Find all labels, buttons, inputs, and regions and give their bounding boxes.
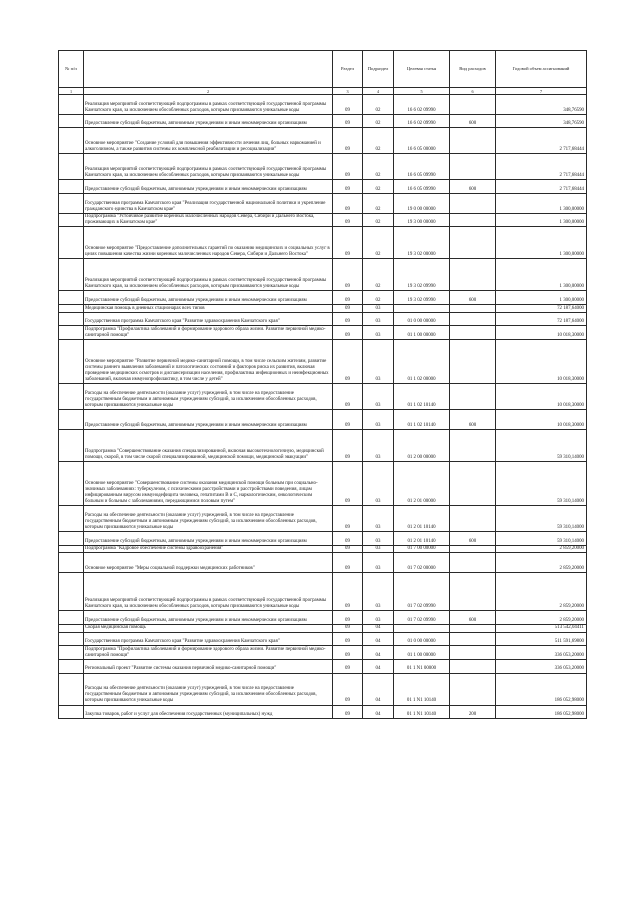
- row-number: [59, 461, 84, 505]
- row-number: [59, 340, 84, 384]
- row-expense-type: [450, 553, 496, 573]
- row-podrazdel: 02: [363, 213, 394, 227]
- row-razdel: 09: [333, 340, 363, 384]
- row-name: Реализация мероприятий соответствующей подпрограммы в рамках соответствующей государственной программы Камчатского края, за исключением обособленных расходов, которым присваиваются уникальные коды: [84, 154, 333, 180]
- row-podrazdel: 04: [363, 624, 394, 632]
- row-amount: 348,76590: [496, 114, 587, 128]
- table-row: [59, 611, 587, 625]
- row-name: Предоставление субсидий бюджетным, автономным учреждениям и иным некоммерческим организациям: [84, 114, 333, 128]
- row-target-article: 01 2 00 00000: [394, 429, 450, 461]
- row-expense-type: [450, 305, 496, 313]
- table-row: [59, 632, 587, 646]
- table-row: [59, 506, 587, 532]
- row-name: Расходы на обеспечение деятельности (оказание услуг) учреждений, в том числе на предоставление государственным бюджетным и автономным учреждениям субсидий, за исключением обособленных расходов, которым присваиваются уникальные коды: [84, 673, 333, 705]
- row-razdel: 09: [333, 384, 363, 410]
- table-row: [59, 384, 587, 410]
- table-row: [59, 429, 587, 461]
- row-target-article: 19 3 02 00000: [394, 227, 450, 259]
- row-target-article: 01 2 01 00000: [394, 461, 450, 505]
- row-name: Подпрограмма "Устойчивое развитие коренных малочисленных народов Севера, Сибири и Дальнего Востока, проживающих в Камчатском крае": [84, 213, 333, 227]
- row-name: Основное мероприятие "Предоставление дополнительных гарантий по оказанию медицинских и социальных услуг в целях повышения качества жизни коренных малочисленных народов Севера, Сибири и Дальнего Востока": [84, 227, 333, 259]
- row-amount: 59 310,14000: [496, 461, 587, 505]
- row-amount: 10 018,30000: [496, 326, 587, 340]
- row-expense-type: [450, 624, 496, 632]
- row-target-article: 16 6 05 09990: [394, 154, 450, 180]
- row-expense-type: [450, 632, 496, 646]
- row-expense-type: [450, 213, 496, 227]
- row-amount: 1 300,00000: [496, 227, 587, 259]
- row-target-article: 01 7 00 00000: [394, 545, 450, 553]
- header-index-4: 4: [363, 88, 394, 95]
- table-row: [59, 532, 587, 546]
- row-amount: 1 300,00000: [496, 193, 587, 213]
- row-amount: 2 717,68444: [496, 154, 587, 180]
- row-expense-type: 600: [450, 114, 496, 128]
- row-razdel: 09: [333, 461, 363, 505]
- row-razdel: 09: [333, 227, 363, 259]
- row-expense-type: [450, 506, 496, 532]
- table-row: [59, 673, 587, 705]
- row-razdel: 09: [333, 545, 363, 553]
- row-podrazdel: 02: [363, 95, 394, 115]
- row-name: Подпрограмма "Профилактика заболеваний и формирование здорового образа жизни. Развитие первичной медико-санитарной помощи": [84, 326, 333, 340]
- row-name: Реализация мероприятий соответствующей подпрограммы в рамках соответствующей государственной программы Камчатского края, за исключением обособленных расходов, которым присваиваются уникальные коды: [84, 95, 333, 115]
- row-expense-type: [450, 193, 496, 213]
- row-number: [59, 180, 84, 194]
- row-expense-type: [450, 646, 496, 660]
- row-target-article: 01 0 00 00000: [394, 632, 450, 646]
- row-amount: 2 717,68444: [496, 180, 587, 194]
- row-podrazdel: 02: [363, 291, 394, 305]
- row-target-article: 01 1 N1 10140: [394, 705, 450, 719]
- table-row: [59, 227, 587, 259]
- table-row: [59, 154, 587, 180]
- row-number: [59, 95, 84, 115]
- table-row: [59, 545, 587, 553]
- row-expense-type: [450, 227, 496, 259]
- row-amount: 2 859,20000: [496, 553, 587, 573]
- row-expense-type: [450, 659, 496, 673]
- header-number: № п/п: [59, 51, 84, 88]
- row-podrazdel: 03: [363, 429, 394, 461]
- row-razdel: 09: [333, 114, 363, 128]
- row-name: Основное мероприятие "Развитие первичной медико-санитарной помощи, в том числе сельским жителям, развитие системы раннего выявления заболеваний и патологических состояний и факторов риска их развития, включая проведение медицинских осмотров и диспансеризации населения, профилактика инфекционных и неинфекционных заболеваний, включая иммунопрофилактику, в том числе у детей": [84, 340, 333, 384]
- row-amount: 10 018,30000: [496, 340, 587, 384]
- row-name: Основное мероприятие "Совершенствование системы оказания медицинской помощи больным при социально-значимых заболеваниях: туберкулезом, с психическими расстройствами и расстройствами поведения, лицам инфицированным вирусом иммунодефицита человека, гепатитами В и С, наркологическим, онкологическим больным и больным с заболеваниями, передающимися половым путем": [84, 461, 333, 505]
- row-number: [59, 291, 84, 305]
- row-razdel: 09: [333, 95, 363, 115]
- row-amount: 348,76590: [496, 95, 587, 115]
- row-amount: 186 052,98000: [496, 705, 587, 719]
- row-amount: 1 300,00000: [496, 291, 587, 305]
- row-podrazdel: 03: [363, 532, 394, 546]
- row-podrazdel: 03: [363, 461, 394, 505]
- row-expense-type: [450, 154, 496, 180]
- row-podrazdel: 02: [363, 128, 394, 154]
- row-target-article: 16 6 02 09990: [394, 114, 450, 128]
- row-name: Государственная программа Камчатского края "Реализация государственной национальной политики и укрепление гражданского единства в Камчатском крае": [84, 193, 333, 213]
- row-podrazdel: 03: [363, 340, 394, 384]
- row-razdel: 09: [333, 673, 363, 705]
- row-number: [59, 114, 84, 128]
- row-number: [59, 213, 84, 227]
- header-target-article: Целевая статья: [394, 51, 450, 88]
- row-number: [59, 429, 84, 461]
- header-expense-type: Вид расходов: [450, 51, 496, 88]
- row-expense-type: 200: [450, 705, 496, 719]
- row-expense-type: 600: [450, 611, 496, 625]
- row-podrazdel: 02: [363, 180, 394, 194]
- row-razdel: 09: [333, 532, 363, 546]
- row-razdel: 09: [333, 553, 363, 573]
- table-row: [59, 259, 587, 291]
- row-number: [59, 659, 84, 673]
- row-name: Скорая медицинская помощь: [84, 624, 333, 632]
- row-name: Основное мероприятие "Создание условий для повышения эффективности лечения лиц, больных наркоманией и алкоголизмом, а также развития системы их комплексной реабилитации и ресоциализации": [84, 128, 333, 154]
- row-razdel: 09: [333, 213, 363, 227]
- row-number: [59, 545, 84, 553]
- row-razdel: 09: [333, 573, 363, 611]
- row-expense-type: [450, 128, 496, 154]
- row-razdel: 09: [333, 128, 363, 154]
- row-expense-type: [450, 673, 496, 705]
- table-row: [59, 573, 587, 611]
- row-amount: 511 591,69800: [496, 632, 587, 646]
- budget-appropriations-table: [58, 50, 587, 719]
- row-expense-type: [450, 429, 496, 461]
- row-name: Предоставление субсидий бюджетным, автономным учреждениям и иным некоммерческим организациям: [84, 611, 333, 625]
- row-razdel: 09: [333, 305, 363, 313]
- row-number: [59, 193, 84, 213]
- row-target-article: 19 3 02 09990: [394, 259, 450, 291]
- row-target-article: 01 1 02 10140: [394, 410, 450, 430]
- row-name: Подпрограмма "Совершенствование оказания специализированной, включая высокотехнологичную, медицинской помощи, скорой, в том числе скорой специализированной, медицинской помощи, медицинской эвакуации": [84, 429, 333, 461]
- row-razdel: 09: [333, 291, 363, 305]
- row-target-article: 01 2 01 10140: [394, 532, 450, 546]
- row-expense-type: [450, 340, 496, 384]
- header-index-3: 3: [333, 88, 363, 95]
- table-row: [59, 114, 587, 128]
- row-target-article: [394, 305, 450, 313]
- row-name: Государственная программа Камчатского края "Развитие здравоохранения Камчатского края": [84, 312, 333, 326]
- row-podrazdel: 02: [363, 114, 394, 128]
- row-target-article: 16 6 02 09990: [394, 95, 450, 115]
- row-number: [59, 553, 84, 573]
- row-number: [59, 611, 84, 625]
- row-amount: 2 859,20000: [496, 545, 587, 553]
- row-number: [59, 673, 84, 705]
- table-row: [59, 340, 587, 384]
- row-number: [59, 632, 84, 646]
- row-razdel: 09: [333, 659, 363, 673]
- row-podrazdel: 03: [363, 312, 394, 326]
- table-row: [59, 659, 587, 673]
- row-expense-type: [450, 95, 496, 115]
- header-razdel: Раздел: [333, 51, 363, 88]
- row-podrazdel: 02: [363, 259, 394, 291]
- header-index-6: 6: [450, 88, 496, 95]
- table-row: [59, 553, 587, 573]
- row-podrazdel: 02: [363, 193, 394, 213]
- row-podrazdel: 03: [363, 384, 394, 410]
- row-razdel: 09: [333, 705, 363, 719]
- row-podrazdel: 03: [363, 506, 394, 532]
- header-annual-amount: Годовой объем ассигнований: [496, 51, 587, 88]
- row-podrazdel: 03: [363, 553, 394, 573]
- row-number: [59, 326, 84, 340]
- row-target-article: 01 1 00 00000: [394, 326, 450, 340]
- row-podrazdel: 02: [363, 154, 394, 180]
- row-target-article: [394, 624, 450, 632]
- row-amount: 336 053,20000: [496, 659, 587, 673]
- table-row: [59, 461, 587, 505]
- row-target-article: 01 0 00 00000: [394, 312, 450, 326]
- row-podrazdel: 04: [363, 673, 394, 705]
- row-target-article: 16 6 05 09990: [394, 180, 450, 194]
- row-podrazdel: 03: [363, 573, 394, 611]
- row-amount: 513 542,04411: [496, 624, 587, 632]
- header-index-7: 7: [496, 88, 587, 95]
- row-number: [59, 384, 84, 410]
- row-target-article: 01 7 02 09990: [394, 573, 450, 611]
- table-body: [59, 95, 587, 719]
- row-number: [59, 646, 84, 660]
- row-expense-type: [450, 326, 496, 340]
- table-row: [59, 291, 587, 305]
- row-name: Предоставление субсидий бюджетным, автономным учреждениям и иным некоммерческим организациям: [84, 291, 333, 305]
- row-razdel: 09: [333, 193, 363, 213]
- row-target-article: 19 3 00 00000: [394, 213, 450, 227]
- budget-table-page: [58, 50, 586, 719]
- row-target-article: 01 1 N1 10140: [394, 673, 450, 705]
- row-podrazdel: 03: [363, 326, 394, 340]
- row-name: Подпрограмма "Кадровое обеспечение системы здравоохранения": [84, 545, 333, 553]
- row-target-article: 16 6 05 00000: [394, 128, 450, 154]
- header-index-1: 1: [59, 88, 84, 95]
- row-podrazdel: 03: [363, 611, 394, 625]
- header-index-2: 2: [84, 88, 333, 95]
- row-razdel: 09: [333, 410, 363, 430]
- row-number: [59, 532, 84, 546]
- row-razdel: 09: [333, 506, 363, 532]
- row-number: [59, 312, 84, 326]
- row-target-article: 01 1 00 00000: [394, 646, 450, 660]
- row-target-article: 01 1 02 00000: [394, 340, 450, 384]
- row-number: [59, 573, 84, 611]
- row-amount: 186 052,98000: [496, 673, 587, 705]
- row-podrazdel: 02: [363, 227, 394, 259]
- header-podrazdel: Подраздел: [363, 51, 394, 88]
- row-expense-type: [450, 384, 496, 410]
- row-target-article: 01 1 N1 00000: [394, 659, 450, 673]
- row-expense-type: [450, 461, 496, 505]
- row-number: [59, 705, 84, 719]
- row-amount: 2 717,68444: [496, 128, 587, 154]
- table-row: [59, 128, 587, 154]
- row-razdel: 09: [333, 312, 363, 326]
- row-name: Предоставление субсидий бюджетным, автономным учреждениям и иным некоммерческим организациям: [84, 410, 333, 430]
- row-name: Расходы на обеспечение деятельности (оказание услуг) учреждений, в том числе на предоставление государственным бюджетным и автономным учреждениям субсидий, за исключением обособленных расходов, которым присваиваются уникальные коды: [84, 506, 333, 532]
- row-number: [59, 154, 84, 180]
- row-amount: 59 310,14000: [496, 532, 587, 546]
- row-number: [59, 259, 84, 291]
- table-row: [59, 95, 587, 115]
- row-amount: 1 300,00000: [496, 213, 587, 227]
- row-razdel: 09: [333, 154, 363, 180]
- row-amount: 1 300,00000: [496, 259, 587, 291]
- row-target-article: 01 7 02 09990: [394, 611, 450, 625]
- row-amount: 10 018,30000: [496, 384, 587, 410]
- header-name: [84, 51, 333, 88]
- row-expense-type: [450, 545, 496, 553]
- row-razdel: 09: [333, 632, 363, 646]
- table-row: [59, 213, 587, 227]
- row-target-article: 01 2 01 10140: [394, 506, 450, 532]
- row-number: [59, 128, 84, 154]
- row-podrazdel: 04: [363, 632, 394, 646]
- row-amount: 336 053,20000: [496, 646, 587, 660]
- row-podrazdel: 04: [363, 646, 394, 660]
- row-name: Расходы на обеспечение деятельности (оказание услуг) учреждений, в том числе на предоставление государственным бюджетным и автономным учреждениям субсидий, за исключением обособленных расходов, которым присваиваются уникальные коды: [84, 384, 333, 410]
- row-amount: 2 859,20000: [496, 611, 587, 625]
- row-razdel: 09: [333, 259, 363, 291]
- row-number: [59, 624, 84, 632]
- row-target-article: 01 1 02 10140: [394, 384, 450, 410]
- row-name: Подпрограмма "Профилактика заболеваний и формирование здорового образа жизни. Развитие первичной медико-санитарной помощи": [84, 646, 333, 660]
- row-number: [59, 506, 84, 532]
- row-number: [59, 305, 84, 313]
- row-name: Государственная программа Камчатского края "Развитие здравоохранения Камчатского края": [84, 632, 333, 646]
- table-row: [59, 624, 587, 632]
- row-amount: 10 018,30000: [496, 410, 587, 430]
- table-row: [59, 312, 587, 326]
- row-expense-type: [450, 259, 496, 291]
- row-name: Реализация мероприятий соответствующей подпрограммы в рамках соответствующей государственной программы Камчатского края, за исключением обособленных расходов, которым присваиваются уникальные коды: [84, 573, 333, 611]
- header-index-5: 5: [394, 88, 450, 95]
- row-podrazdel: 04: [363, 705, 394, 719]
- row-expense-type: 600: [450, 291, 496, 305]
- row-name: Медицинская помощь в дневных стационарах всех типов: [84, 305, 333, 313]
- row-name: Закупка товаров, работ и услуг для обеспечения государственных (муниципальных) нужд: [84, 705, 333, 719]
- row-target-article: 01 7 02 00000: [394, 553, 450, 573]
- row-target-article: 19 0 00 00000: [394, 193, 450, 213]
- row-razdel: 09: [333, 611, 363, 625]
- row-amount: 72 187,64000: [496, 305, 587, 313]
- row-expense-type: [450, 312, 496, 326]
- row-expense-type: 600: [450, 410, 496, 430]
- row-razdel: 09: [333, 180, 363, 194]
- row-target-article: 19 3 02 09990: [394, 291, 450, 305]
- row-amount: 72 187,64000: [496, 312, 587, 326]
- row-podrazdel: 03: [363, 545, 394, 553]
- row-name: Предоставление субсидий бюджетным, автономным учреждениям и иным некоммерческим организациям: [84, 532, 333, 546]
- table-row: [59, 193, 587, 213]
- row-name: Основное мероприятие "Меры социальной поддержки медицинских работников": [84, 553, 333, 573]
- row-expense-type: [450, 573, 496, 611]
- row-amount: 59 310,14000: [496, 429, 587, 461]
- row-expense-type: 600: [450, 180, 496, 194]
- row-podrazdel: 04: [363, 659, 394, 673]
- row-razdel: 09: [333, 326, 363, 340]
- table-row: [59, 646, 587, 660]
- row-podrazdel: 03: [363, 410, 394, 430]
- row-amount: 2 859,20000: [496, 573, 587, 611]
- row-name: Предоставление субсидий бюджетным, автономным учреждениям и иным некоммерческим организациям: [84, 180, 333, 194]
- row-razdel: 09: [333, 624, 363, 632]
- table-row: [59, 410, 587, 430]
- row-number: [59, 227, 84, 259]
- row-expense-type: 600: [450, 532, 496, 546]
- table-row: [59, 326, 587, 340]
- table-row: [59, 705, 587, 719]
- row-name: Региональный проект "Развитие системы оказания первичной медико-санитарной помощи": [84, 659, 333, 673]
- table-row: [59, 180, 587, 194]
- row-number: [59, 410, 84, 430]
- row-podrazdel: 03: [363, 305, 394, 313]
- table-row: [59, 305, 587, 313]
- row-razdel: 09: [333, 429, 363, 461]
- row-amount: 59 310,14000: [496, 506, 587, 532]
- table-header: [59, 51, 587, 95]
- row-name: Реализация мероприятий соответствующей подпрограммы в рамках соответствующей государственной программы Камчатского края, за исключением обособленных расходов, которым присваиваются уникальные коды: [84, 259, 333, 291]
- row-razdel: 09: [333, 646, 363, 660]
